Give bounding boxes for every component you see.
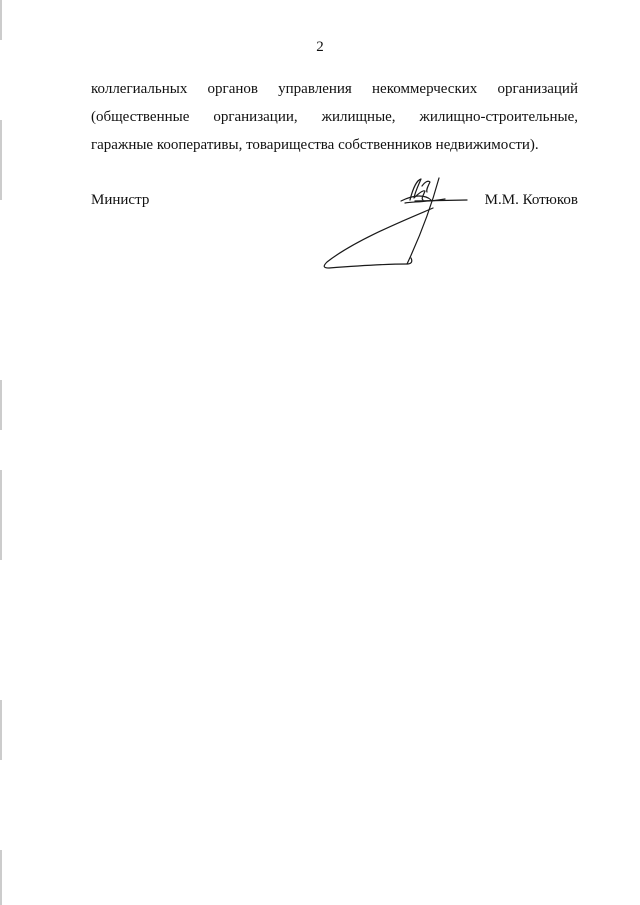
page-number: 2 (316, 39, 324, 55)
word: коллегиальных (91, 81, 188, 97)
body-paragraph (91, 75, 578, 159)
word: органов (207, 81, 258, 97)
word: организации, (213, 109, 298, 125)
signer-position: Министр (91, 192, 150, 208)
paragraph-line-2 (91, 103, 578, 131)
word: жилищно-строительные, (419, 109, 578, 125)
word: жилищные, (321, 109, 396, 125)
paragraph-line-3: гаражные кооперативы, товарищества собственников недвижимости). (91, 137, 539, 153)
word: (общественные (91, 109, 190, 125)
handwritten-signature (315, 170, 475, 275)
signer-name: М.М. Котюков (484, 192, 578, 208)
word: управления (278, 81, 352, 97)
word: организаций (497, 81, 578, 97)
paragraph-line-1 (91, 75, 578, 103)
scan-edge-marks (0, 0, 3, 905)
word: некоммерческих (372, 81, 478, 97)
